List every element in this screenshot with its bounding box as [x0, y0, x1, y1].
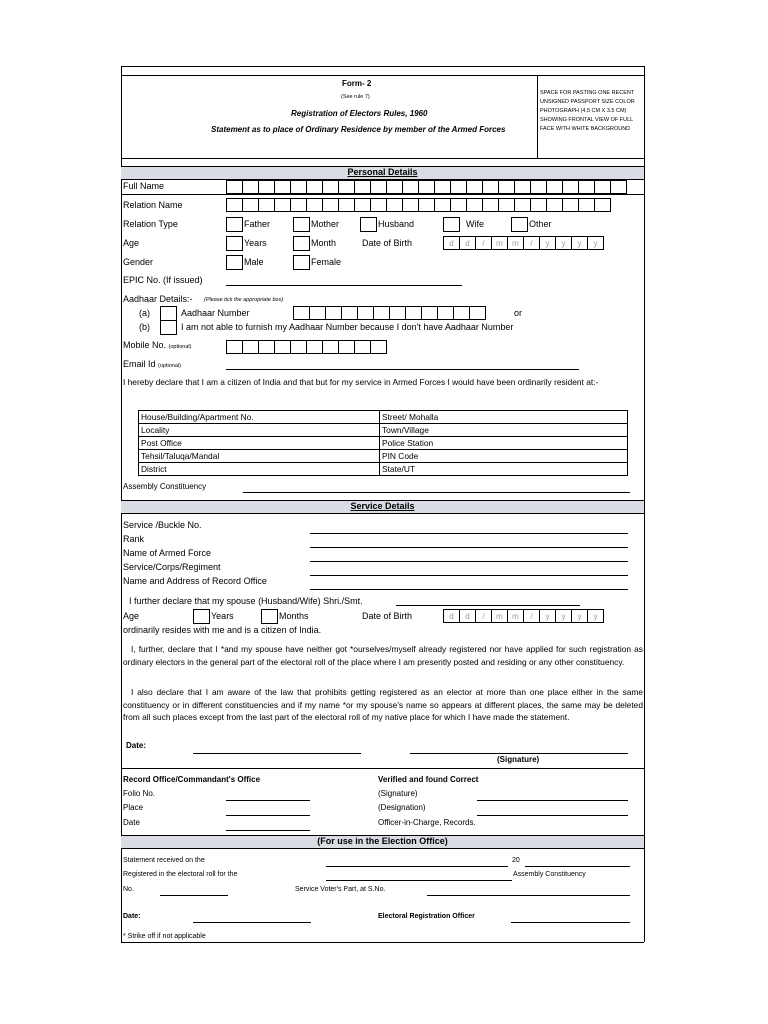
input-box[interactable]: [562, 198, 579, 212]
input-box[interactable]: [418, 180, 435, 194]
email-text: Email Id: [123, 359, 156, 369]
frame-right: [644, 66, 645, 942]
table-row: [139, 424, 628, 437]
input-box[interactable]: [341, 306, 358, 320]
input-box[interactable]: [309, 306, 326, 320]
personal-details-header: [121, 166, 644, 180]
father-label: Father: [244, 219, 271, 229]
input-box[interactable]: [546, 180, 563, 194]
wife-label: Wife: [466, 219, 484, 229]
spouse-months-label: Months: [279, 611, 309, 621]
buckle-input-line[interactable]: [310, 533, 628, 534]
designation-label: (Designation): [378, 803, 426, 812]
male-checkbox[interactable]: [226, 255, 243, 270]
spouse-declaration: I further declare that my spouse (Husband/Wife) Shri./Smt.: [129, 596, 363, 606]
gender-label: Gender: [123, 257, 154, 267]
input-box[interactable]: d: [443, 236, 460, 250]
input-box[interactable]: [338, 198, 355, 212]
input-box[interactable]: [450, 180, 467, 194]
mother-checkbox[interactable]: [293, 217, 310, 232]
rules-title: Registration of Electors Rules, 1960: [291, 109, 428, 118]
record-office-input-line[interactable]: [310, 589, 628, 590]
mobile-optional: (optional): [168, 344, 192, 350]
address-cell[interactable]: Locality: [139, 424, 380, 437]
address-cell[interactable]: Street/ Mohalla: [380, 411, 628, 424]
service-bottom-rule: [121, 768, 644, 769]
address-cell[interactable]: Tehsil/Taluqa/Mandal: [139, 450, 380, 463]
record-signature-label: (Signature): [378, 789, 418, 798]
input-box[interactable]: [242, 180, 259, 194]
election-date-line[interactable]: [193, 922, 311, 923]
or-label: or: [514, 308, 523, 318]
input-box[interactable]: d: [459, 236, 476, 250]
input-box[interactable]: [373, 306, 390, 320]
full-name-label: Full Name: [123, 181, 165, 191]
input-box[interactable]: [453, 306, 470, 320]
ero-signature-line[interactable]: [511, 922, 630, 923]
input-box[interactable]: [258, 180, 275, 194]
input-box[interactable]: [322, 180, 339, 194]
input-box[interactable]: [402, 180, 419, 194]
assembly-constituency-label: Assembly Constituency: [513, 871, 586, 878]
input-box[interactable]: [290, 180, 307, 194]
input-box[interactable]: y: [555, 609, 572, 623]
folio-label: Folio No.: [123, 789, 156, 798]
armed-force-label: Name of Armed Force: [123, 548, 212, 558]
table-row: [139, 463, 628, 476]
designation-line[interactable]: [477, 815, 628, 816]
month-label: Month: [311, 238, 337, 248]
input-box[interactable]: [226, 340, 243, 354]
input-box[interactable]: [290, 340, 307, 354]
record-office-label: Name and Address of Record Office: [123, 576, 267, 586]
input-box[interactable]: m: [507, 609, 524, 623]
aadhaar-note: (Please tick the appropriate box): [204, 297, 284, 303]
input-box[interactable]: y: [587, 236, 604, 250]
input-box[interactable]: /: [523, 236, 540, 250]
input-box[interactable]: y: [539, 236, 556, 250]
spouse-age-label: Age: [123, 611, 140, 621]
service-details-header: [121, 500, 644, 514]
age-label: Age: [123, 238, 140, 248]
officer-label: Officer-in-Charge, Records.: [378, 818, 476, 827]
photo-note-4: SHOWING FRONTAL VIEW OF FULL: [540, 117, 634, 123]
input-box[interactable]: [386, 180, 403, 194]
record-date-label: Date: [123, 818, 140, 827]
other-checkbox[interactable]: [511, 217, 528, 232]
input-box[interactable]: [530, 180, 547, 194]
election-date-label: Date:: [123, 913, 141, 920]
input-box[interactable]: [354, 198, 371, 212]
photo-note-5: FACE WITH WHITE BACKGROUND: [540, 126, 631, 132]
statement-title: Statement as to place of Ordinary Residence by member of the Armed Forces: [211, 125, 506, 134]
input-box[interactable]: /: [523, 609, 540, 623]
photo-note-2: UNSIGNED PASSPORT SIZE COLOR: [540, 99, 635, 105]
input-box[interactable]: [514, 180, 531, 194]
no-aadhaar-checkbox[interactable]: [160, 320, 177, 335]
relation-name-boxes[interactable]: [226, 198, 610, 212]
input-box[interactable]: [421, 306, 438, 320]
service-date-label: Date:: [126, 741, 147, 750]
received-date-line[interactable]: [326, 866, 508, 867]
dob-boxes[interactable]: [443, 236, 603, 250]
age-month-box[interactable]: [293, 236, 310, 251]
address-cell[interactable]: Post Office: [139, 437, 380, 450]
input-box[interactable]: [338, 340, 355, 354]
spouse-years-label: Years: [211, 611, 234, 621]
input-box[interactable]: [290, 198, 307, 212]
input-box[interactable]: [274, 340, 291, 354]
frame-top-rule: [121, 66, 644, 67]
input-box[interactable]: [482, 198, 499, 212]
input-box[interactable]: [370, 340, 387, 354]
input-box[interactable]: [498, 180, 515, 194]
registered-label: Registered in the electoral roll for the: [123, 871, 238, 878]
input-box[interactable]: [258, 198, 275, 212]
voter-part-label: Service Voter's Part, at S.No.: [295, 886, 386, 893]
buckle-label: Service /Buckle No.: [123, 520, 202, 530]
record-office-title: Record Office/Commandant's Office: [123, 775, 261, 784]
male-label: Male: [244, 257, 264, 267]
input-box[interactable]: d: [459, 609, 476, 623]
input-box[interactable]: [306, 340, 323, 354]
ero-label: Electoral Registration Officer: [378, 913, 475, 920]
rank-label: Rank: [123, 534, 145, 544]
input-box[interactable]: [242, 198, 259, 212]
father-checkbox[interactable]: [226, 217, 243, 232]
input-box[interactable]: m: [491, 236, 508, 250]
email-input-line[interactable]: [226, 369, 579, 370]
address-cell[interactable]: PIN Code: [380, 450, 628, 463]
service-date-line[interactable]: [193, 753, 361, 754]
assembly-input-line[interactable]: [243, 492, 630, 493]
resides-text: ordinarily resides with me and is a citizen of India.: [123, 625, 322, 635]
input-box[interactable]: [322, 340, 339, 354]
record-signature-line[interactable]: [477, 800, 628, 801]
input-box[interactable]: [498, 198, 515, 212]
address-cell[interactable]: State/UT: [380, 463, 628, 476]
input-box[interactable]: y: [571, 609, 588, 623]
input-box[interactable]: [402, 198, 419, 212]
epic-label: EPIC No. (If issued): [123, 275, 203, 285]
place-label: Place: [123, 803, 144, 812]
input-box[interactable]: [546, 198, 563, 212]
input-box[interactable]: [386, 198, 403, 212]
input-box[interactable]: [482, 180, 499, 194]
input-box[interactable]: [325, 306, 342, 320]
input-box[interactable]: [530, 198, 547, 212]
input-box[interactable]: [514, 198, 531, 212]
input-box[interactable]: [578, 198, 595, 212]
frame-bottom: [121, 942, 644, 943]
female-label: Female: [311, 257, 342, 267]
spouse-name-line[interactable]: [396, 605, 580, 606]
mobile-label: [123, 340, 191, 350]
place-input-line[interactable]: [226, 815, 310, 816]
mobile-boxes[interactable]: [226, 340, 386, 354]
input-box[interactable]: [466, 198, 483, 212]
election-office-title: (For use in the Election Office): [317, 836, 448, 846]
service-details-title: Service Details: [350, 501, 415, 511]
relation-name-label: Relation Name: [123, 200, 183, 210]
frame-top-rule-2: [121, 75, 644, 76]
input-box[interactable]: [322, 198, 339, 212]
relation-type-label: Relation Type: [123, 219, 178, 229]
footnote: * Strike off if not applicable: [123, 933, 206, 940]
input-box[interactable]: [434, 198, 451, 212]
age-years-box[interactable]: [226, 236, 243, 251]
email-label: [123, 359, 181, 369]
input-box[interactable]: [226, 180, 243, 194]
folio-input-line[interactable]: [226, 800, 310, 801]
photo-box-divider: [537, 75, 538, 158]
assembly-label: Assembly Constituency: [123, 482, 207, 491]
spouse-dob-label: Date of Birth: [362, 611, 413, 621]
see-rule: (See rule 7): [341, 94, 370, 100]
option-b: (b): [139, 322, 150, 332]
dob-label: Date of Birth: [362, 238, 413, 248]
year-prefix: 20: [512, 857, 520, 864]
number-label: No.: [123, 886, 134, 893]
input-box[interactable]: m: [507, 236, 524, 250]
service-signature-line[interactable]: [410, 753, 628, 754]
husband-checkbox[interactable]: [360, 217, 377, 232]
input-box[interactable]: m: [491, 609, 508, 623]
number-line[interactable]: [160, 895, 228, 896]
registered-line[interactable]: [326, 880, 512, 881]
corps-label: Service/Corps/Regiment: [123, 562, 221, 572]
wife-checkbox[interactable]: [443, 217, 460, 232]
input-box[interactable]: [437, 306, 454, 320]
input-box[interactable]: [306, 180, 323, 194]
form-number: Form- 2: [342, 79, 372, 88]
input-box[interactable]: [370, 198, 387, 212]
declaration-paragraph-2: I also declare that I am aware of the law that prohibits getting registered as an elector at more than one place either in the same constituency or in different constituencies and if my name *or my spouse's name so appears at different places, the same may be deleted from all such places except from the last part of the electoral roll of my native place for which I have made the statement.: [123, 687, 643, 722]
no-aadhaar-label: I am not able to furnish my Aadhaar Number because I don't have Aadhaar Number: [181, 322, 514, 332]
input-box[interactable]: /: [475, 236, 492, 250]
input-box[interactable]: [450, 198, 467, 212]
aadhaar-number-boxes[interactable]: [293, 306, 485, 320]
photo-note-3: PHOTOGRAPH (4.5 CM X 3.5 CM): [540, 108, 627, 114]
input-box[interactable]: [306, 198, 323, 212]
email-optional: (optional): [158, 363, 181, 369]
spouse-months-box[interactable]: [261, 609, 278, 624]
rank-input-line[interactable]: [310, 547, 628, 548]
input-box[interactable]: [258, 340, 275, 354]
input-box[interactable]: [354, 180, 371, 194]
input-box[interactable]: [274, 180, 291, 194]
input-box[interactable]: y: [539, 609, 556, 623]
input-box[interactable]: [405, 306, 422, 320]
input-box[interactable]: y: [587, 609, 604, 623]
received-year-line[interactable]: [525, 866, 630, 867]
full-name-boxes[interactable]: [226, 180, 626, 194]
address-cell[interactable]: District: [139, 463, 380, 476]
verified-label: Verified and found Correct: [378, 775, 479, 784]
aadhaar-label: Aadhaar Details:-: [123, 294, 193, 304]
input-box[interactable]: d: [443, 609, 460, 623]
input-box[interactable]: /: [475, 609, 492, 623]
spouse-years-box[interactable]: [193, 609, 210, 624]
voter-part-line[interactable]: [427, 895, 630, 896]
input-box[interactable]: y: [571, 236, 588, 250]
input-box[interactable]: [594, 180, 611, 194]
address-cell[interactable]: House/Building/Apartment No.: [139, 411, 380, 424]
other-label: Other: [529, 219, 552, 229]
personal-details-title: Personal Details: [347, 167, 418, 177]
header-bottom-rule: [121, 158, 644, 159]
input-box[interactable]: [274, 198, 291, 212]
input-box[interactable]: [354, 340, 371, 354]
mobile-text: Mobile No.: [123, 340, 167, 350]
input-box[interactable]: [434, 180, 451, 194]
input-box[interactable]: [226, 198, 243, 212]
record-date-input-line[interactable]: [226, 830, 310, 831]
years-label: Years: [244, 238, 267, 248]
input-box[interactable]: [610, 180, 627, 194]
table-row: [139, 437, 628, 450]
address-cell[interactable]: Police Station: [380, 437, 628, 450]
aadhaar-number-checkbox[interactable]: [160, 306, 177, 321]
table-row: [139, 450, 628, 463]
husband-label: Husband: [378, 219, 415, 229]
photo-space: [540, 89, 644, 134]
election-office-header: [121, 835, 644, 849]
input-box[interactable]: [578, 180, 595, 194]
input-box[interactable]: [338, 180, 355, 194]
input-box[interactable]: [370, 180, 387, 194]
declaration-paragraph-1: I, further, declare that I *and my spouse have neither got *ourselves/myself already registered nor have applied for such registration as ordinary electors in the general part of the electoral roll of the place where I am presently posted and residing or any other constituency.: [123, 644, 643, 667]
photo-note-1: SPACE FOR PASTING ONE RECENT: [540, 90, 635, 96]
option-a: (a): [139, 308, 150, 318]
corps-input-line[interactable]: [310, 575, 628, 576]
aadhaar-number-label: Aadhaar Number: [181, 308, 250, 318]
received-label: Statement received on the: [123, 857, 205, 864]
input-box[interactable]: y: [555, 236, 572, 250]
input-box[interactable]: [357, 306, 374, 320]
address-cell[interactable]: Town/Village: [380, 424, 628, 437]
input-box[interactable]: [466, 180, 483, 194]
spouse-dob-boxes[interactable]: [443, 609, 603, 623]
input-box[interactable]: [562, 180, 579, 194]
table-row: [139, 411, 628, 424]
input-box[interactable]: [293, 306, 310, 320]
mother-label: Mother: [311, 219, 340, 229]
input-box[interactable]: [389, 306, 406, 320]
female-checkbox[interactable]: [293, 255, 310, 270]
epic-input-line[interactable]: [226, 285, 462, 286]
input-box[interactable]: [594, 198, 611, 212]
address-table: [138, 410, 628, 476]
input-box[interactable]: [242, 340, 259, 354]
full-name-rule: [121, 194, 644, 195]
citizen-declaration: I hereby declare that I am a citizen of India and that but for my service in Armed Forces I would have been ordinarily resident at:-: [123, 377, 599, 387]
input-box[interactable]: [418, 198, 435, 212]
service-signature-label: (Signature): [497, 755, 540, 764]
input-box[interactable]: [469, 306, 486, 320]
armed-force-input-line[interactable]: [310, 561, 628, 562]
